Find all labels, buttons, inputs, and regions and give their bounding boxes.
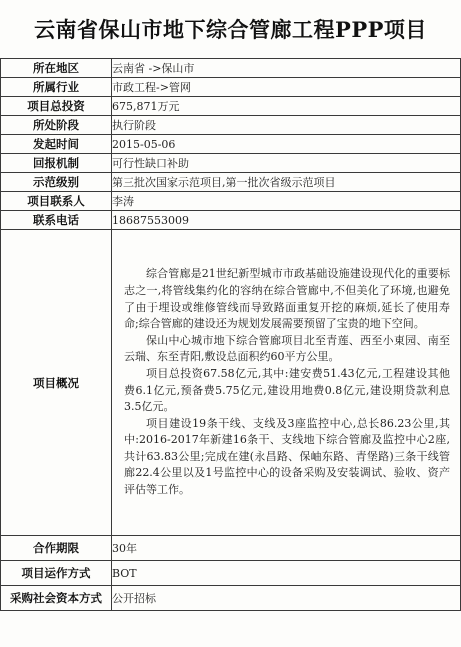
table-row	[1, 173, 461, 192]
row-label: 回报机制	[1, 154, 112, 173]
row-label: 项目总投资	[1, 97, 112, 116]
row-label: 项目联系人	[1, 192, 112, 211]
row-value: 云南省 ->保山市	[112, 59, 461, 78]
project-info-table	[0, 58, 461, 611]
row-value: 30年	[112, 536, 461, 561]
row-label: 项目运作方式	[1, 561, 112, 586]
row-value: 第三批次国家示范项目,第一批次省级示范项目	[112, 173, 461, 192]
overview-text	[118, 266, 454, 498]
table-row	[1, 536, 461, 561]
overview-paragraph: 综合管廊是21世纪新型城市市政基础设施建设现代化的重要标志之一,将管线集约化的容纳在综合管廊中,不但美化了环境,也避免了由于埋设或维修管线而导致路面重复开挖的麻烦,延长了使用寿命;综合管廊的建设还为规划发展需要预留了宝贵的地下空间。	[124, 267, 450, 331]
row-value: 李涛	[112, 192, 461, 211]
row-value: 2015-05-06	[112, 135, 461, 154]
table-row	[1, 211, 461, 230]
table-row	[1, 561, 461, 586]
table-row-overview	[1, 230, 461, 536]
row-label: 合作期限	[1, 536, 112, 561]
page-title: 云南省保山市地下综合管廊工程PPP项目	[34, 17, 427, 42]
overview-paragraph: 项目总投资67.58亿元,其中:建安费51.43亿元,工程建设其他费6.1亿元,预备费5.75亿元,建设用地费0.8亿元,建设期贷款利息3.5亿元。	[124, 366, 450, 414]
row-label: 所处阶段	[1, 116, 112, 135]
row-label: 采购社会资本方式	[1, 586, 112, 611]
overview-paragraph: 项目建设19条干线、支线及3座监控中心,总长86.23公里,其中:2016-2017年新建16条干、支线地下综合管廊及监控中心2座,共计63.83公里;完成在建(永昌路、保岫东路、青堡路)三条干线管廊22.4公里以及1号监控中心的设备采购及安装调试、验收、资产评估等工作。	[124, 416, 450, 497]
table-row	[1, 97, 461, 116]
row-value: 公开招标	[112, 586, 461, 611]
table-row	[1, 192, 461, 211]
row-label: 所属行业	[1, 78, 112, 97]
table-row	[1, 135, 461, 154]
row-value: 可行性缺口补助	[112, 154, 461, 173]
row-value: 执行阶段	[112, 116, 461, 135]
table-row	[1, 59, 461, 78]
table-row	[1, 116, 461, 135]
row-label: 项目概况	[1, 230, 112, 536]
table-row	[1, 78, 461, 97]
row-label: 联系电话	[1, 211, 112, 230]
table-row	[1, 154, 461, 173]
row-value: 675,871万元	[112, 97, 461, 116]
row-label: 发起时间	[1, 135, 112, 154]
row-value: 市政工程->管网	[112, 78, 461, 97]
row-label: 所在地区	[1, 59, 112, 78]
overview-paragraph: 保山中心城市地下综合管廊项目北至青莲、西至小東园、南至云瑞、东至青阳,敷设总面积约60平方公里。	[124, 333, 450, 364]
row-value: 18687553009	[112, 211, 461, 230]
row-label: 示范级别	[1, 173, 112, 192]
table-row	[1, 586, 461, 611]
overview-cell	[112, 230, 461, 536]
row-value: BOT	[112, 561, 461, 586]
